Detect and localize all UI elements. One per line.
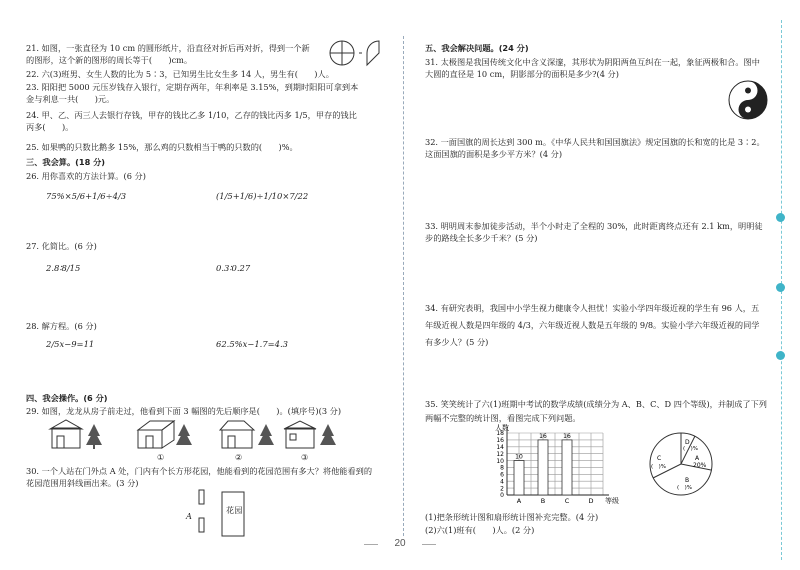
view-label-1: ① xyxy=(157,452,165,462)
pie-label-a: A xyxy=(695,455,700,462)
q27-ratio-a: 2.8∶8/15 xyxy=(46,263,81,273)
folded-circle-figure xyxy=(329,40,395,68)
y-axis-label: 人数 xyxy=(495,424,509,432)
question-23: 23. 阳阳把 5000 元压岁钱存入银行，定期存两年，年利率是 3.15%，到期时阳阳可拿到本金与利息一共( )元。 xyxy=(26,82,359,104)
question-21: 21. 如图，一张直径为 10 cm 的圆形纸片，沿直径对折后再对折，得到一个新的图形，这个新的图形的周长等于( )cm。 xyxy=(26,43,310,65)
house-view-figure xyxy=(48,418,108,452)
x-category-label: B xyxy=(540,497,546,505)
pie-label-c: C xyxy=(657,455,662,462)
garden-label: 花园 xyxy=(226,505,243,515)
question-33: 33. 明明周末参加徒步活动，半个小时走了全程的 30%，此时距离终点还有 2.1 km，明明徒步的路线全长多少千米？(5 分) xyxy=(425,221,763,243)
q28-equation-a: 2/5x−9=11 xyxy=(46,339,95,349)
q26-expression-a: 75%×5/6+1/6÷4/3 xyxy=(46,191,127,201)
y-tick-label: 14 xyxy=(496,443,504,451)
bar-chart xyxy=(485,421,625,509)
y-tick-label: 10 xyxy=(496,457,504,465)
question-34: 34. 有研究表明，我国中小学生视力健康令人担忧！实验小学四年级近视的学生有 96 人，五年级近视人数是四年级的 4/3，六年级近视人数是五年级的 9/8。实验小学六年级近视的同学有多少人？(5 分) xyxy=(425,303,760,347)
question-30: 30. 一个人站在门外点 A 处，门内有个长方形花园，他能看到的花园范围有多大？将他能看到的花园范围用斜线画出来。(3 分) xyxy=(26,466,373,488)
pie-value-b: ( )% xyxy=(677,485,693,491)
house-view-1 xyxy=(134,418,194,452)
x-axis-label: 等级 xyxy=(605,497,619,505)
question-25: 25. 如果鸭的只数比鹅多 15%，那么鸡的只数相当于鸭的只数的( )%。 xyxy=(26,142,298,152)
q28-equation-b: 62.5%x−1.7=4.3 xyxy=(216,339,289,349)
y-tick-label: 16 xyxy=(496,437,504,445)
point-a-label: A xyxy=(186,511,192,521)
view-label-2: ② xyxy=(235,452,243,462)
y-tick-label: 18 xyxy=(496,430,504,438)
house-view-3 xyxy=(282,418,342,452)
pie-label-b: B xyxy=(685,477,690,484)
bar-value-label: 16 xyxy=(539,432,547,440)
section-3-heading: 三、我会算。(18 分) xyxy=(26,157,106,167)
question-35-part-1: (1)把条形统计图和扇形统计图补充完整。(4 分) xyxy=(425,512,599,522)
y-tick-label: 4 xyxy=(500,478,504,486)
question-31: 31. 太极图是我国传统文化中含义深邃，其形状为阴阳两鱼互纠在一起，象征两极和合。图中大圆的直径是 10 cm，阴影部分的面积是多少?(4 分) xyxy=(425,57,760,79)
question-26: 26. 用你喜欢的方法计算。(6 分) xyxy=(26,171,146,181)
y-tick-label: 2 xyxy=(500,485,504,493)
pie-value-c: ( )% xyxy=(651,464,667,470)
binding-hole xyxy=(776,283,785,292)
x-category-label: C xyxy=(564,497,570,505)
binding-hole xyxy=(776,351,785,360)
bar-value-label: 10 xyxy=(515,453,523,461)
pie-value-d: ( )% xyxy=(683,446,699,452)
question-27: 27. 化简比。(6 分) xyxy=(26,241,97,251)
question-28: 28. 解方程。(6 分) xyxy=(26,321,97,331)
y-tick-label: 8 xyxy=(500,464,504,472)
y-tick-label: 6 xyxy=(500,471,504,479)
question-24: 24. 甲、乙、丙三人去银行存钱，甲存的钱比乙多 1/10，乙存的钱比丙多 1/5，甲存的钱比丙多( )。 xyxy=(26,110,357,132)
q27-ratio-b: 0.3∶0.27 xyxy=(216,263,251,273)
question-35-part-2: (2)六(1)班有( )人。(2 分) xyxy=(425,525,535,535)
y-tick-label: 12 xyxy=(496,450,504,458)
y-tick-label: 0 xyxy=(500,492,504,500)
bar-a xyxy=(514,461,524,495)
taiji-symbol xyxy=(728,80,768,120)
bar-c xyxy=(562,440,572,495)
view-label-3: ③ xyxy=(301,452,309,462)
pie-value-a: 20% xyxy=(693,462,707,469)
q26-expression-b: (1/5+1/6)÷1/10×7/22 xyxy=(216,191,309,201)
question-35: 35. 笑笑统计了六(1)班期中考试的数学成绩(成绩分为 A、B、C、D 四个等级)，并制成了下列两幅不完整的统计图，看图完成下列问题。 xyxy=(425,399,767,423)
house-view-2 xyxy=(216,418,276,452)
column-divider xyxy=(403,36,404,536)
pie-label-d: D xyxy=(685,439,690,446)
x-category-label: D xyxy=(588,497,594,505)
section-5-heading: 五、我会解决问题。(24 分) xyxy=(425,43,529,53)
page-number: 20 xyxy=(380,538,420,549)
question-29: 29. 如图，龙龙从房子前走过，他看到下面 3 幅图的先后顺序是( )。(填序号)(3 分) xyxy=(26,406,342,416)
bar-value-label: 16 xyxy=(563,432,571,440)
pie-chart xyxy=(645,428,717,500)
bar-b xyxy=(538,440,548,495)
section-4-heading: 四、我会操作。(6 分) xyxy=(26,393,108,403)
question-32: 32. 一面国旗的周长达到 300 m。《中华人民共和国国旗法》规定国旗的长和宽的比是 3∶2。这面国旗的面积是多少平方米？(4 分) xyxy=(425,137,765,159)
question-22: 22. 六(3)班男、女生人数的比为 5∶3，已知男生比女生多 14 人，男生有( )人。 xyxy=(26,69,334,79)
x-category-label: A xyxy=(516,497,522,505)
binding-hole xyxy=(776,213,785,222)
